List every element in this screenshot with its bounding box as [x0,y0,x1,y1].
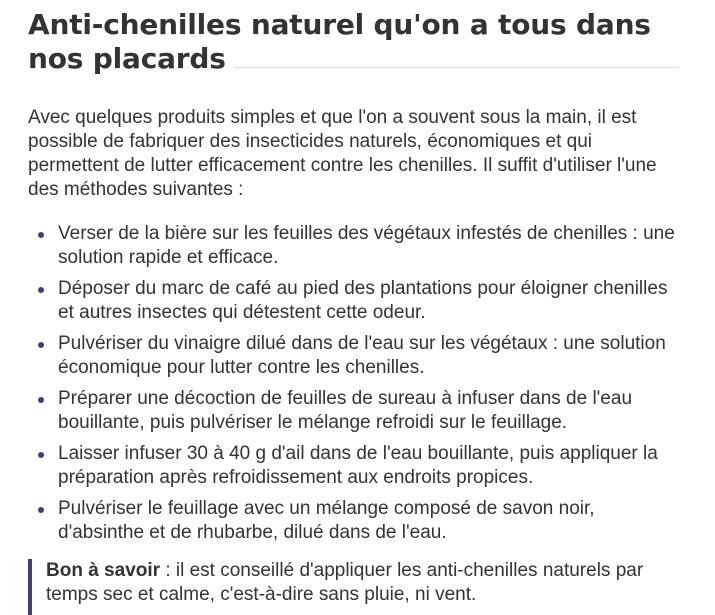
bullet-icon [38,507,44,513]
note-text: : il est conseillé d'appliquer les anti-chenilles naturels par temps sec et calme, c'est-à-dire sans pluie, ni vent. [46,560,644,605]
list-item-text: Pulvériser le feuillage avec un mélange composé de savon noir, d'absinthe et de rhubarbe, dilué dans de l'eau. [58,498,595,543]
article-title: Anti-chenilles naturel qu'on a tous dans nos placards [28,8,651,75]
list-item-text: Verser de la bière sur les feuilles des végétaux infestés de chenilles : une solution rapide et efficace. [58,223,675,268]
list-item [28,332,679,380]
good-to-know-box [28,559,679,615]
tips-list [28,222,679,545]
list-item [28,222,679,270]
list-item [28,442,679,490]
list-item-text: Pulvériser du vinaigre dilué dans de l'eau sur les végétaux : une solution économique pour lutter contre les chenilles. [58,333,666,378]
note-label: Bon à savoir [46,560,161,581]
bullet-icon [38,232,44,238]
list-item-text: Déposer du marc de café au pied des plantations pour éloigner chenilles et autres insectes qui détestent cette odeur. [58,278,668,323]
list-item [28,497,679,545]
article [28,8,679,615]
list-item [28,277,679,325]
bullet-icon [38,287,44,293]
bullet-icon [38,397,44,403]
intro-paragraph: Avec quelques produits simples et que l'on a souvent sous la main, il est possible de fabriquer des insecticides naturels, économiques et qui permettent de lutter efficacement contre les chenilles. Il suffit d'utiliser l'une des méthodes suivantes : [28,107,657,200]
title-block [28,8,679,76]
list-item [28,387,679,435]
bullet-icon [38,342,44,348]
list-item-text: Préparer une décoction de feuilles de sureau à infuser dans de l'eau bouillante, puis pulvériser le mélange refroidi sur le feuillage. [58,388,633,433]
list-item-text: Laisser infuser 30 à 40 g d'ail dans de l'eau bouillante, puis appliquer la préparation après refroidissement aux endroits propices. [58,443,658,488]
bullet-icon [38,452,44,458]
